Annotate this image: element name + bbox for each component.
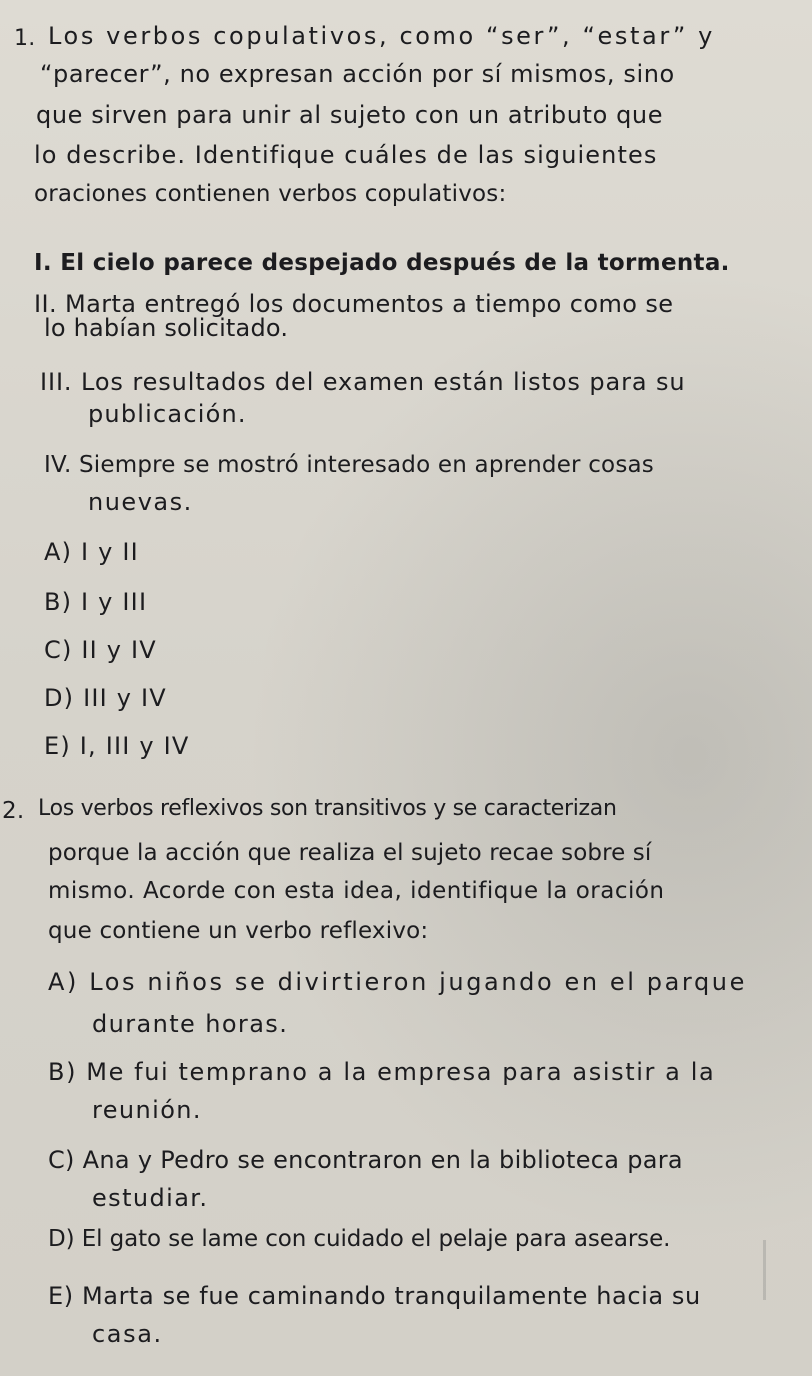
answer-option-line: casa.	[92, 1320, 163, 1348]
question-stem-line: Los verbos copulativos, como “ser”, “estar” y	[48, 22, 715, 50]
statement-line: I. El cielo parece despejado después de la tormenta.	[34, 250, 730, 276]
statement-line: IV. Siempre se mostró interesado en aprender cosas	[44, 452, 654, 478]
answer-option: E) I, III y IV	[44, 732, 190, 760]
question-stem-line: Los verbos reflexivos son transitivos y se caracterizan	[38, 796, 617, 821]
page-edge-shadow	[763, 1240, 766, 1300]
answer-option-line: E) Marta se fue caminando tranquilamente hacia su	[48, 1282, 701, 1310]
statement-line: lo habían solicitado.	[44, 314, 289, 342]
answer-option: D) III y IV	[44, 684, 167, 712]
question-stem-line: porque la acción que realiza el sujeto recae sobre sí	[48, 840, 652, 866]
statement-line: III. Los resultados del examen están listos para su	[40, 368, 686, 396]
statement-line: nuevas.	[88, 488, 193, 516]
answer-option-line: reunión.	[92, 1096, 202, 1124]
statement-line: II. Marta entregó los documentos a tiempo como se	[34, 290, 674, 318]
question-stem-line: lo describe. Identifique cuáles de las siguientes	[34, 141, 658, 169]
answer-option: A) I y II	[44, 538, 139, 566]
question-number: 2.	[2, 798, 25, 824]
answer-option-line: C) Ana y Pedro se encontraron en la biblioteca para	[48, 1146, 683, 1174]
answer-option-line: B) Me fui temprano a la empresa para asistir a la	[48, 1058, 716, 1086]
question-stem-line: que contiene un verbo reflexivo:	[48, 918, 429, 944]
question-stem-line: mismo. Acorde con esta idea, identifique la oración	[48, 878, 665, 904]
answer-option-line: D) El gato se lame con cuidado el pelaje para asearse.	[48, 1226, 671, 1252]
answer-option-line: estudiar.	[92, 1184, 209, 1212]
answer-option: C) II y IV	[44, 636, 157, 664]
question-stem-line: oraciones contienen verbos copulativos:	[34, 181, 507, 207]
question-stem-line: que sirven para unir al sujeto con un atributo que	[36, 101, 664, 129]
answer-option-line: A) Los niños se divirtieron jugando en el parque	[48, 968, 747, 996]
question-number: 1.	[14, 26, 36, 51]
statement-line: publicación.	[88, 400, 247, 428]
answer-option-line: durante horas.	[92, 1010, 289, 1038]
answer-option: B) I y III	[44, 588, 148, 616]
question-stem-line: “parecer”, no expresan acción por sí mismos, sino	[40, 60, 675, 88]
